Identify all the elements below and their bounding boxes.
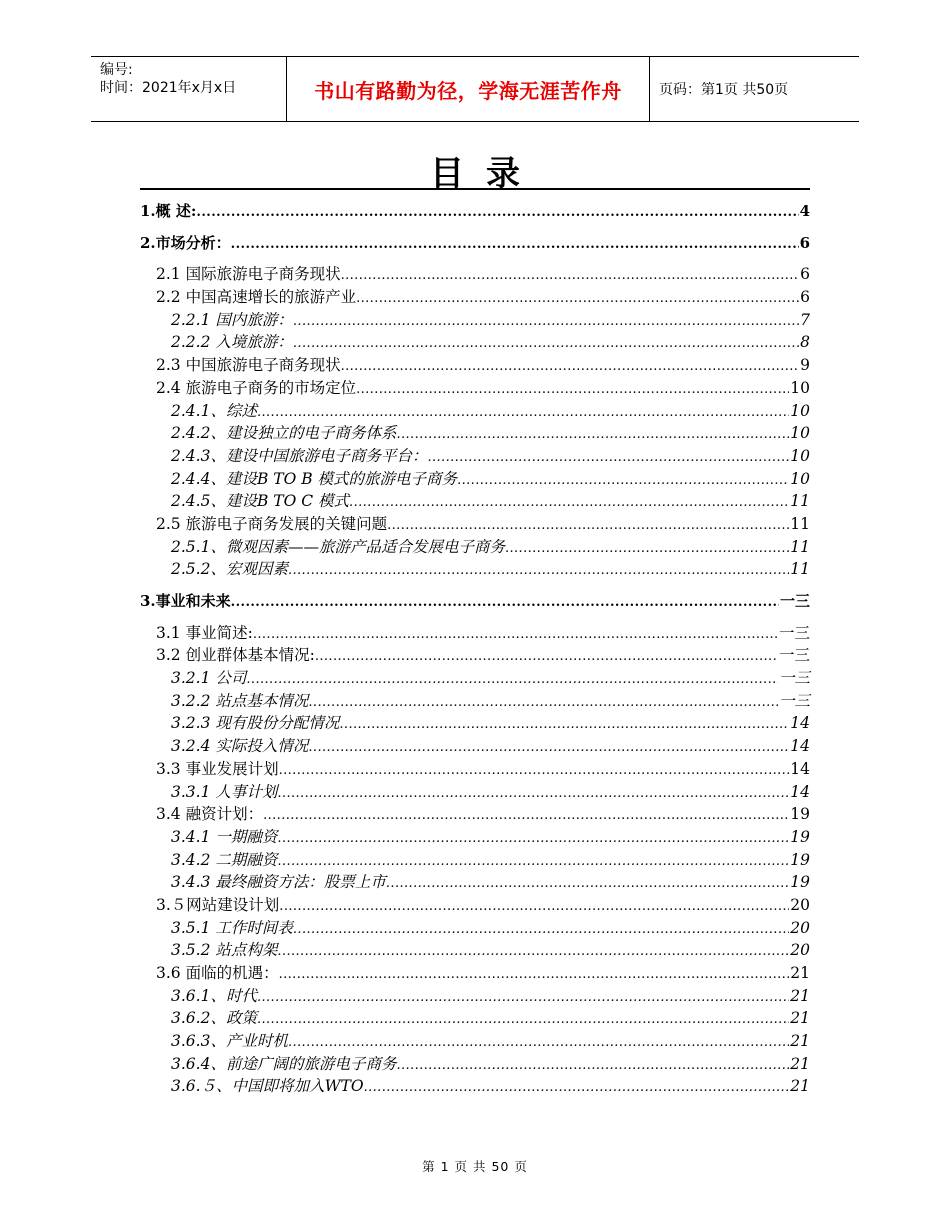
toc-entry-title: 1.概 述: xyxy=(140,202,197,220)
toc-entry-title: 2.2.1 国内旅游： xyxy=(171,310,293,329)
toc-entry[interactable] xyxy=(140,536,810,559)
document-header xyxy=(91,56,859,122)
toc-entry-title: 3.6.4、前途广阔的旅游电子商务 xyxy=(171,1054,397,1073)
toc-entry[interactable] xyxy=(140,490,810,513)
toc-dot-leader xyxy=(288,560,789,583)
toc-entry[interactable] xyxy=(140,232,810,255)
code-label: 编号: xyxy=(100,62,133,78)
toc-entry-title: 3.6.3、产业时机 xyxy=(171,1032,288,1051)
toc-entry[interactable] xyxy=(140,781,810,804)
toc-dot-leader xyxy=(308,692,778,715)
toc-entry-title: 2.5 旅游电子商务发展的关键问题 xyxy=(156,514,388,533)
toc-dot-leader xyxy=(293,333,799,356)
toc-dot-leader xyxy=(257,402,789,425)
toc-entry[interactable] xyxy=(140,200,810,223)
toc-entry-title: 2.4.3、建设中国旅游电子商务平台： xyxy=(171,446,428,465)
toc-entry[interactable] xyxy=(140,917,810,940)
toc-entry[interactable] xyxy=(140,400,810,423)
toc-dot-leader xyxy=(279,964,790,987)
toc-entry-title: 2.1 国际旅游电子商务现状 xyxy=(156,265,341,284)
toc-page-number: 6 xyxy=(800,288,810,307)
toc-entry[interactable] xyxy=(140,558,810,581)
toc-dot-leader xyxy=(277,941,789,964)
toc-entry-title: 2.4.4、建设B TO B 模式的旅游电子商务 xyxy=(171,469,458,488)
toc-page-number: 9 xyxy=(800,356,810,375)
toc-entry-title: 3.5.1 工作时间表 xyxy=(171,918,293,937)
toc-entry[interactable] xyxy=(140,894,810,917)
toc-page-number: 11 xyxy=(790,492,810,511)
toc-entry[interactable] xyxy=(140,871,810,894)
toc-entry-title: 3.3 事业发展计划 xyxy=(156,759,279,778)
toc-page-number: 20 xyxy=(790,941,810,960)
toc-dot-leader xyxy=(349,492,789,515)
toc-entry-title: 3.2.1 公司 xyxy=(171,669,247,688)
toc-entry-title: 2.4.5、建设B TO C 模式 xyxy=(171,492,350,511)
toc-page-number: 21 xyxy=(790,1077,810,1096)
header-motto: 书山有路勤为径，学海无涯苦作舟 xyxy=(287,57,650,121)
toc-dot-leader xyxy=(396,1055,789,1078)
toc-page-number: 10 xyxy=(790,378,810,397)
toc-entry[interactable] xyxy=(140,263,810,286)
toc-entry[interactable] xyxy=(140,667,810,690)
toc-entry-title: 3.1 事业简述: xyxy=(156,623,253,642)
toc-dot-leader xyxy=(387,515,789,538)
toc-page-number: 一三 xyxy=(779,592,810,610)
toc-dot-leader xyxy=(279,760,790,783)
toc-entry[interactable] xyxy=(140,622,810,645)
toc-dot-leader xyxy=(196,202,798,225)
toc-dot-leader xyxy=(277,851,789,874)
header-page-info: 页码：第1页 共50页 xyxy=(659,82,789,98)
toc-entry-title: 3.事业和未来 xyxy=(140,592,231,610)
toc-dot-leader xyxy=(263,805,789,828)
toc-entry[interactable] xyxy=(140,712,810,735)
toc-entry[interactable] xyxy=(140,468,810,491)
toc-entry[interactable] xyxy=(140,590,810,613)
toc-page-number: 8 xyxy=(800,333,810,352)
toc-page-number: 10 xyxy=(790,469,810,488)
toc-dot-leader xyxy=(231,234,799,257)
toc-entry-title: 3.4.2 二期融资 xyxy=(171,850,278,869)
toc-page-number: 19 xyxy=(790,805,810,824)
toc-entry-title: 3.4.3 最终融资方法：股票上市 xyxy=(171,873,386,892)
toc-dot-leader xyxy=(341,356,800,379)
page-footer: 第 1 页 共 50 页 xyxy=(422,1159,528,1174)
toc-dot-leader xyxy=(257,987,789,1010)
toc-page-number: 6 xyxy=(800,265,810,284)
toc-dot-leader xyxy=(505,538,789,561)
toc-page-number: 21 xyxy=(790,964,810,982)
toc-page-number: 一三 xyxy=(778,623,810,642)
toc-entry[interactable] xyxy=(140,286,810,309)
toc-page-number: 11 xyxy=(790,514,810,533)
toc-page-number: 11 xyxy=(790,560,810,579)
toc-entry[interactable] xyxy=(140,644,810,667)
toc-entry-title: 3.6.2、政策 xyxy=(171,1009,257,1028)
page-title: 目录 xyxy=(430,154,542,194)
toc-entry[interactable] xyxy=(140,690,810,713)
toc-page-number: 6 xyxy=(799,233,810,252)
toc-entry[interactable] xyxy=(140,513,810,536)
toc-entry-title: 3.5.2 站点构架 xyxy=(171,941,278,960)
toc-entry-title: 3.2 创业群体基本情况: xyxy=(156,646,315,665)
toc-entry[interactable] xyxy=(140,331,810,354)
toc-entry[interactable] xyxy=(140,939,810,962)
toc-dot-leader xyxy=(253,624,778,647)
toc-entry[interactable] xyxy=(140,422,810,445)
toc-entry[interactable] xyxy=(140,1007,810,1030)
title-divider xyxy=(140,188,810,190)
toc-entry-title: 3.3.1 人事计划 xyxy=(171,782,278,801)
table-of-contents xyxy=(140,200,810,1098)
toc-page-number: 21 xyxy=(790,1032,810,1051)
toc-dot-leader xyxy=(457,470,789,493)
header-meta xyxy=(91,57,287,121)
toc-dot-leader xyxy=(277,783,789,806)
toc-dot-leader xyxy=(396,424,789,447)
toc-page-number: 10 xyxy=(790,401,810,420)
toc-entry-title: 2.4.1、综述 xyxy=(171,401,257,420)
toc-dot-leader xyxy=(339,714,789,737)
toc-entry-title: 2.2 中国高速增长的旅游产业 xyxy=(156,288,357,307)
toc-dot-leader xyxy=(427,447,789,470)
toc-page-number: 14 xyxy=(790,714,810,733)
toc-page-number: 21 xyxy=(790,1054,810,1073)
toc-entry-title: 2.市场分析： xyxy=(140,233,231,252)
toc-page-number: 19 xyxy=(790,827,810,846)
toc-entry[interactable] xyxy=(140,803,810,826)
toc-dot-leader xyxy=(277,828,789,851)
toc-entry-title: 3.6.1、时代 xyxy=(171,986,257,1005)
toc-page-number: 7 xyxy=(800,310,810,329)
toc-page-number: 21 xyxy=(790,986,810,1005)
time-label: 时间：2021年x月x日 xyxy=(100,80,237,96)
toc-page-number: 10 xyxy=(790,446,810,465)
toc-page-number: 21 xyxy=(790,1009,810,1028)
toc-page-number: 19 xyxy=(790,873,810,892)
toc-entry-title: 2.3 中国旅游电子商务现状 xyxy=(156,356,341,375)
toc-dot-leader xyxy=(364,1077,790,1100)
toc-entry[interactable] xyxy=(140,354,810,377)
toc-page-number: 20 xyxy=(790,895,810,914)
toc-entry[interactable] xyxy=(140,985,810,1008)
toc-dot-leader xyxy=(293,311,799,334)
toc-page-number: 一三 xyxy=(778,646,810,665)
toc-dot-leader xyxy=(386,873,789,896)
toc-page-number: 一三 xyxy=(778,669,810,688)
toc-page-number: 4 xyxy=(799,202,810,220)
toc-page-number: 14 xyxy=(790,782,810,801)
toc-page-number: 10 xyxy=(790,424,810,443)
toc-entry-title: 3.５网站建设计划 xyxy=(156,895,280,914)
toc-entry-title: 3.6.５、中国即将加入WTO xyxy=(171,1077,364,1096)
toc-entry-title: 2.4.2、建设独立的电子商务体系 xyxy=(171,424,397,443)
toc-dot-leader xyxy=(246,669,778,692)
toc-page-number: 19 xyxy=(790,850,810,869)
toc-page-number: 一三 xyxy=(778,691,810,710)
toc-dot-leader xyxy=(288,1032,789,1055)
toc-entry[interactable] xyxy=(140,735,810,758)
toc-entry[interactable] xyxy=(140,758,810,781)
toc-entry[interactable] xyxy=(140,309,810,332)
toc-entry-title: 3.4.1 一期融资 xyxy=(171,827,278,846)
toc-entry-title: 3.2.2 站点基本情况 xyxy=(171,691,309,710)
toc-entry[interactable] xyxy=(140,445,810,468)
toc-page-number: 20 xyxy=(790,918,810,937)
toc-entry-title: 3.6 面临的机遇： xyxy=(156,964,279,982)
toc-dot-leader xyxy=(315,646,778,669)
toc-dot-leader xyxy=(231,592,779,615)
toc-entry[interactable] xyxy=(140,1053,810,1076)
toc-entry-title: 2.5.1、微观因素——旅游产品适合发展电子商务 xyxy=(171,537,505,556)
toc-page-number: 11 xyxy=(790,537,810,556)
toc-dot-leader xyxy=(341,265,800,288)
toc-dot-leader xyxy=(308,737,789,760)
toc-entry[interactable] xyxy=(140,1075,810,1098)
toc-entry-title: 2.4 旅游电子商务的市场定位 xyxy=(156,378,357,397)
toc-dot-leader xyxy=(356,379,789,402)
toc-dot-leader xyxy=(279,896,789,919)
toc-dot-leader xyxy=(293,919,789,942)
toc-dot-leader xyxy=(257,1009,789,1032)
toc-entry-title: 3.4 融资计划： xyxy=(156,805,264,824)
toc-entry-title: 2.5.2、宏观因素 xyxy=(171,560,288,579)
toc-entry-title: 3.2.4 实际投入情况 xyxy=(171,737,309,756)
toc-entry[interactable] xyxy=(140,377,810,400)
toc-entry[interactable] xyxy=(140,1030,810,1053)
toc-entry[interactable] xyxy=(140,849,810,872)
toc-entry-title: 2.2.2 入境旅游： xyxy=(171,333,293,352)
toc-entry[interactable] xyxy=(140,826,810,849)
toc-page-number: 14 xyxy=(790,759,810,778)
toc-dot-leader xyxy=(356,288,799,311)
toc-entry[interactable] xyxy=(140,962,810,985)
toc-entry-title: 3.2.3 现有股份分配情况 xyxy=(171,714,340,733)
toc-page-number: 14 xyxy=(790,737,810,756)
